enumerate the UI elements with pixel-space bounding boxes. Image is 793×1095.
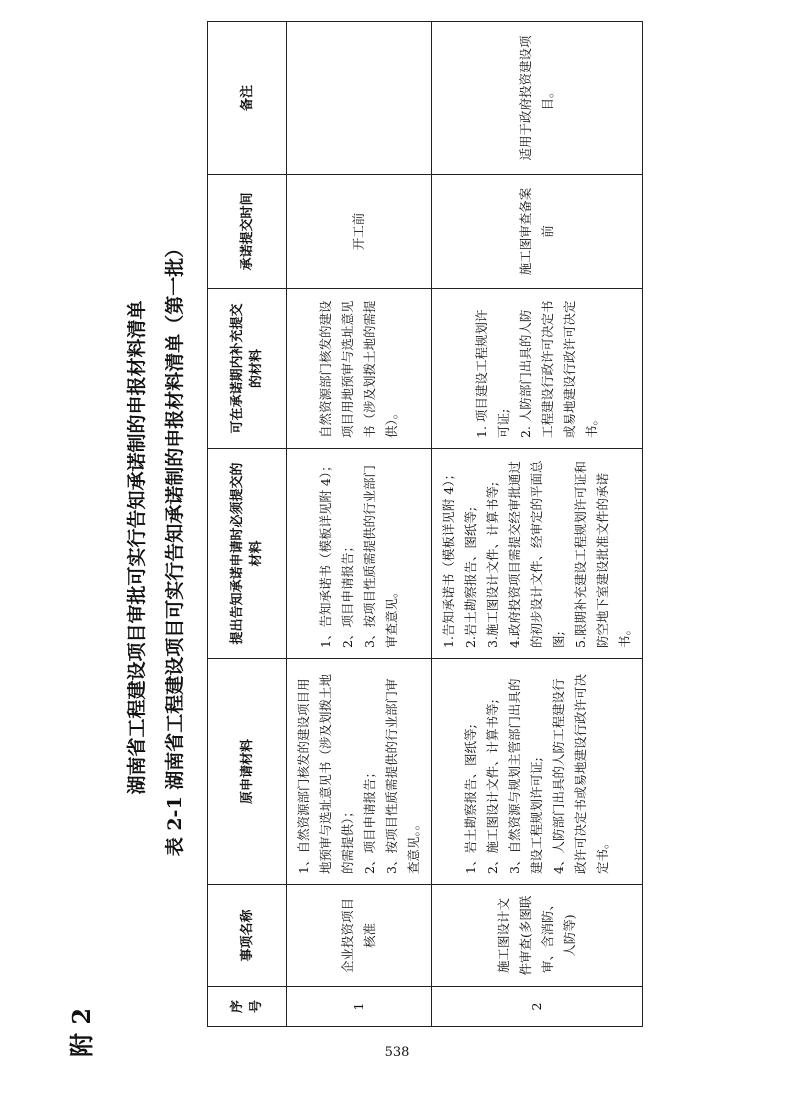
cell-supplement [287,289,432,449]
header-time: 承诺提交时间 [208,175,287,289]
cell-remark: 适用于政府投资建设项目。 [432,22,643,175]
list-item: 1.告知承诺书（模板详见附 4）； [441,467,456,648]
cell-original [432,659,643,885]
list-item: 1、岩土勘察报告、图纸等; [463,724,478,874]
cell-item: 施工图设计文件审查(多图联审、含消防、人防等) [432,885,643,987]
materials-table [207,21,643,1027]
list-item: 2、项目申请报告； [362,766,377,874]
list-item: 3、按项目性质需提供的行业部门审查意见。。 [384,678,421,874]
list-item: 4、人防部门出具的人防工程建设行政许可决定书或易地建设行政许可决定书。 [551,673,610,874]
cell-remark [287,22,432,175]
cell-original [287,659,432,885]
list-item: 1. 项目建设工程规划许可证; [474,309,511,438]
table-row [287,22,432,1027]
appendix-label: 附 2 [67,1007,96,1057]
header-must-submit: 提出告知承诺申请时必须提交的材料 [208,449,287,659]
header-seq: 序号 [208,987,287,1027]
list-item: 3.施工图设计文件、计算书等; [485,481,500,648]
document-title: 湖南省工程建设项目审批可实行告知承诺制的申报材料清单 [126,300,148,795]
list-item: 3、按项目性质需提供的行业部门审查意见。 [362,465,399,648]
cell-must-submit [287,449,432,659]
cell-seq: 1 [287,987,432,1027]
list-item: 2. 人防部门出具的人防工程建设行政许可决定书或易地建设行政许可决定书。 [518,300,599,438]
list-item: 3、自然资源与规划主管部门出具的建设工程规划许可证; [507,678,544,874]
list-item: 2、项目申请报告； [340,540,355,648]
header-row [208,22,287,1027]
cell-time: 施工图审查备案前 [432,175,643,289]
list-item: 1、自然资源部门核发的建设项目用地预审与选址意见书（涉及划拨土地的需提供）； [296,673,355,874]
list-item: 2.岩土勘察报告、图纸等; [463,506,478,648]
list-item: 2、施工图设计文件、计算书等; [485,699,500,874]
header-supplement: 可在承诺期内补充提交的材料 [208,289,287,449]
cell-seq: 2 [432,987,643,1027]
table-title: 表 2-1 湖南省工程建设项目可实行告知承诺制的申报材料清单（第一批） [164,238,186,857]
list-item: 自然资源部门核发的建设项目用地预审与选址意见书（涉及划拨土地的需提供）。 [318,300,399,438]
cell-must-submit [432,449,643,659]
list-item: 1、告知承诺书（模板详见附 4）； [318,459,333,648]
page-number-visible: 538 [384,1045,410,1060]
header-item: 事项名称 [208,885,287,987]
header-original: 原申请材料 [208,659,287,885]
header-remark: 备注 [208,22,287,175]
cell-time: 开工前 [287,175,432,289]
cell-supplement [432,289,643,449]
table-row [432,22,643,1027]
list-item: 5.限期补充建设工程规划许可证和防空地下室建设批准文件的承诺书。 [573,461,632,648]
cell-item: 企业投资项目核准 [287,885,432,987]
list-item: 4.政府投资项目需提交经审批通过的初步设计文件、经审定的平面总图; [507,460,566,648]
